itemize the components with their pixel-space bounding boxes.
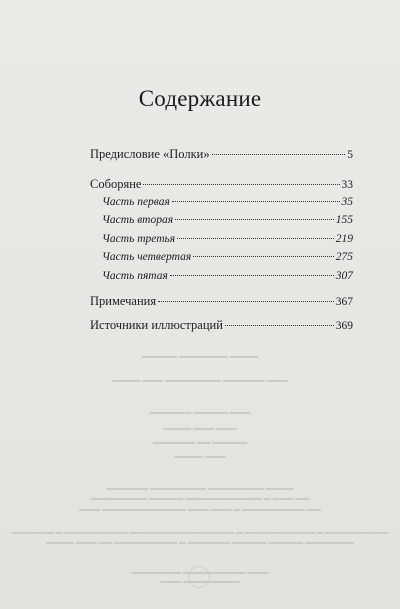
bleed-through-text: ▬▬▬▬ ▬▬▬▬▬▬▬▬ ▬▬▬▬▬▬▬▬ ▬▬▬▬▬▬ [106, 484, 294, 492]
toc-leader-dots [175, 219, 334, 220]
toc-entry-label: Часть четвертая [102, 251, 192, 263]
toc-leader-dots [193, 256, 334, 257]
toc-entry-part-1 [102, 196, 353, 208]
bleed-through-text: ▬▬▬ ▬▬▬ ▬▬▬▬ [163, 424, 237, 432]
bleed-through-text: ▬▬▬ ▬▬▬▬▬ ▬▬▬▬▬▬ [149, 408, 251, 416]
toc-leader-dots [170, 275, 334, 276]
toc-entry-page: 219 [335, 233, 353, 245]
toc-entry-page: 275 [335, 251, 353, 263]
bleed-through-text: ▬▬▬▬▬▬▬▬▬ ▬ ▬▬▬▬▬▬▬▬▬▬ ▬ ▬▬▬▬▬▬▬▬▬▬▬▬▬▬▬ ▬▬▬▬▬▬▬▬▬ ▬ ▬▬▬▬▬▬ [11, 528, 389, 536]
bleed-through-text: ▬▬ ▬▬▬ ▬ ▬▬▬▬▬▬▬▬▬▬▬ ▬▬▬▬▬ ▬▬▬▬▬▬▬▬ [90, 494, 310, 502]
toc-entry-page: 35 [341, 196, 353, 208]
bleed-through-text: ▬▬▬▬▬▬▬▬ ▬▬▬ [160, 577, 240, 585]
bleed-through-text: ▬▬ ▬▬▬▬▬▬▬▬▬ ▬ ▬▬▬ ▬▬▬ ▬▬▬▬▬▬▬▬▬▬▬▬ ▬▬▬ [79, 505, 321, 513]
toc-entry-preface [90, 147, 353, 162]
toc-entry-label: Часть пятая [102, 270, 168, 282]
bleed-through-text: ▬▬▬ ▬▬▬▬▬▬▬▬▬ ▬▬▬▬▬▬▬ [131, 568, 269, 576]
toc-entry-soboryane [90, 177, 353, 192]
page-title: Содержание [138, 86, 262, 111]
toc-entry-label: Источники иллюстраций [90, 318, 223, 332]
toc-entry-label: Часть третья [102, 233, 176, 245]
toc-entry-part-2 [102, 214, 353, 226]
toc-entry-part-3 [102, 233, 353, 245]
toc-leader-dots [158, 301, 334, 302]
toc-entry-notes [90, 294, 353, 309]
toc-entry-part-5 [102, 270, 353, 282]
toc-entry-label: Предисловие «Полки» [90, 147, 210, 161]
toc-entry-label: Часть вторая [102, 214, 174, 226]
bleed-through-seal-icon [188, 566, 210, 588]
bleed-through-text: ▬▬▬▬▬▬▬ ▬▬▬▬▬ ▬▬▬▬▬ ▬▬▬▬▬▬ ▬ ▬▬▬▬▬▬▬▬▬ ▬▬ ▬▬▬ ▬▬▬▬ [46, 538, 354, 546]
toc-entry-page: 307 [335, 270, 353, 282]
toc-leader-dots [212, 154, 346, 155]
toc-leader-dots [225, 325, 334, 326]
toc-leader-dots [143, 184, 339, 185]
toc-entry-page: 369 [335, 320, 353, 332]
bleed-through-text: ▬▬▬▬ ▬▬▬▬▬▬▬ ▬▬▬▬▬ [142, 352, 258, 360]
toc-entry-page: 155 [335, 214, 353, 226]
bleed-through-text: ▬▬▬▬▬ ▬▬ ▬▬▬▬▬▬ [152, 438, 248, 446]
toc-leader-dots [172, 201, 340, 202]
toc-entry-illustration-sources [90, 318, 353, 333]
toc-entry-label: Часть первая [102, 196, 170, 208]
toc-entry-part-4 [102, 251, 353, 263]
toc-entry-label: Соборяне [90, 177, 142, 191]
toc-leader-dots [177, 238, 334, 239]
toc-entry-page: 367 [335, 296, 353, 308]
toc-entry-page: 33 [341, 179, 353, 191]
toc-entry-label: Примечания [90, 294, 157, 308]
bleed-through-text: ▬▬▬ ▬▬▬▬ [174, 452, 226, 460]
bleed-through-text: ▬▬▬ ▬▬▬▬▬▬ ▬▬▬▬▬▬▬▬ ▬▬▬ ▬▬▬▬ [112, 376, 288, 384]
toc-entry-page: 5 [347, 149, 353, 161]
